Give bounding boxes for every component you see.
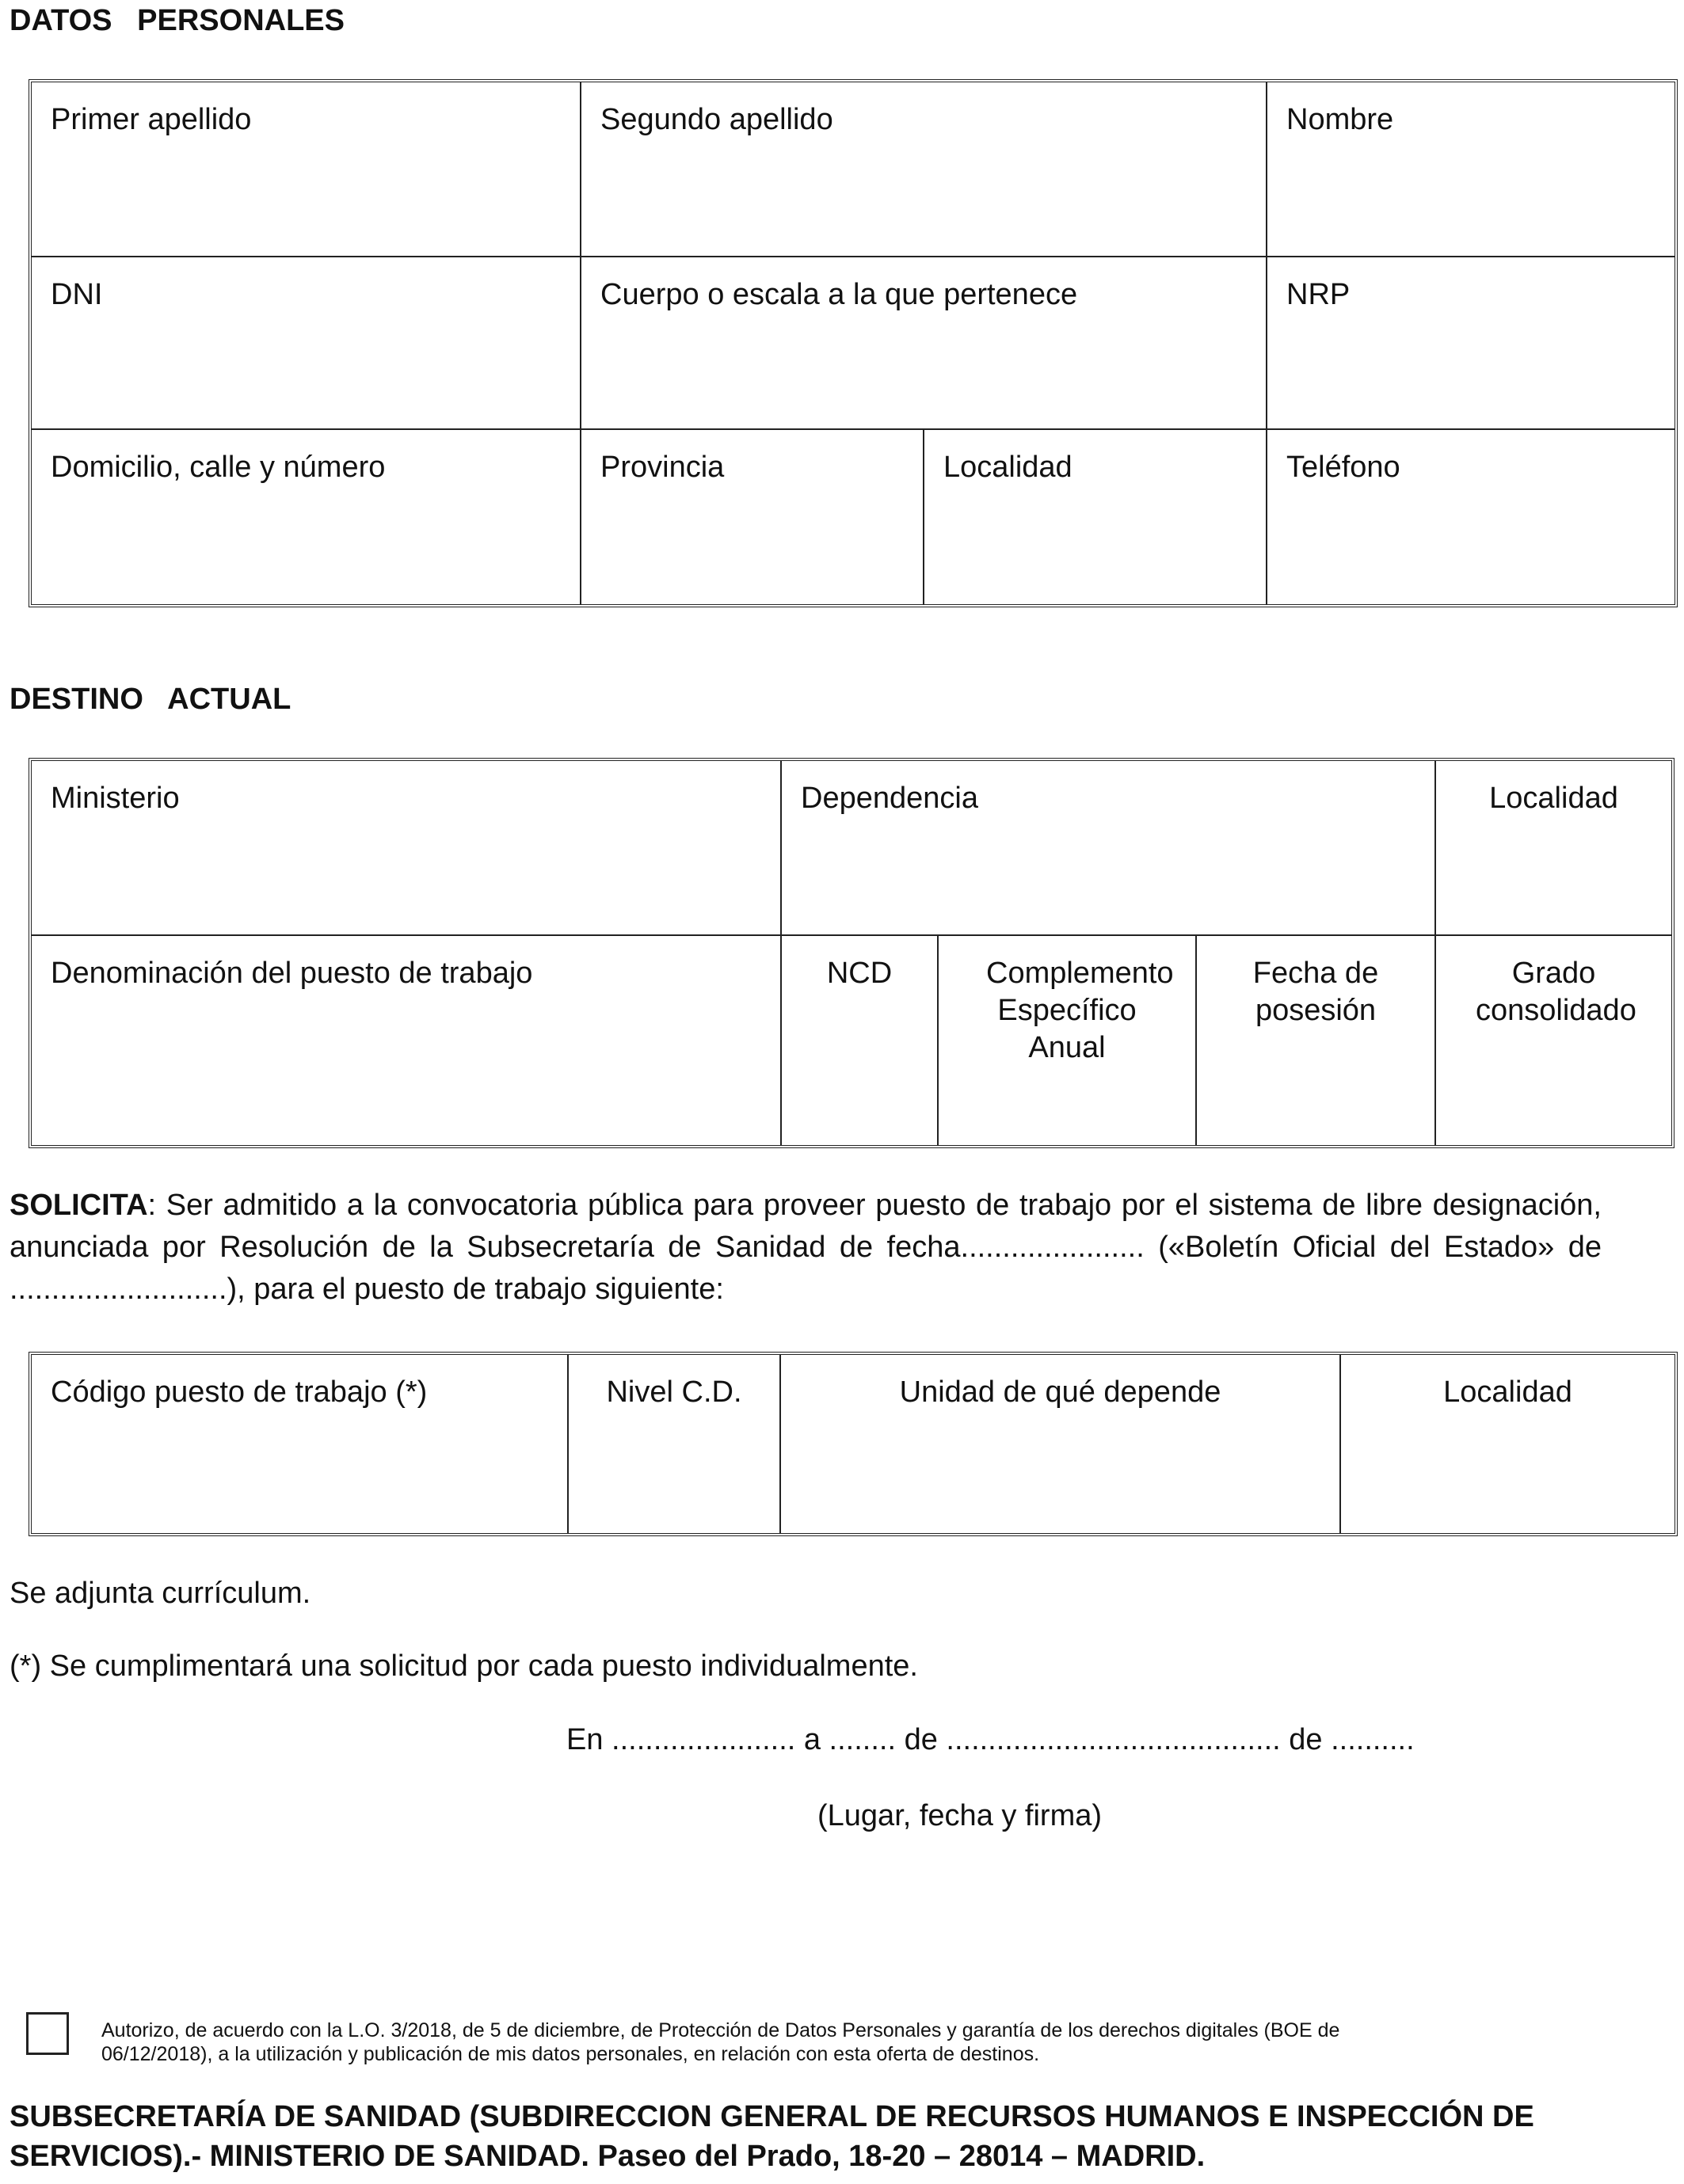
- section-heading-destino-actual: DESTINO ACTUAL: [10, 683, 291, 716]
- field-nivel-cd[interactable]: [569, 1355, 779, 1533]
- field-label: Primer apellido: [51, 103, 252, 136]
- footer-address: SUBSECRETARÍA DE SANIDAD (SUBDIRECCION GENERAL DE RECURSOS HUMANOS E INSPECCIÓN DE SERVICIOS).- MINISTERIO DE SANIDAD. Paseo del Prado, 18-20 – 28014 – MADRID.: [10, 2100, 1534, 2173]
- field-label: Denominación del puesto de trabajo: [51, 957, 533, 990]
- field-label: NCD: [826, 957, 893, 990]
- field-segundo-apellido[interactable]: [581, 82, 1266, 256]
- field-label: Ministerio: [51, 782, 180, 815]
- field-denominacion-puesto[interactable]: [32, 936, 780, 1145]
- asterisk-note: (*) Se cumplimentará una solicitud por cada puesto individualmente.: [10, 1649, 918, 1683]
- field-label: Dependencia: [801, 782, 978, 815]
- field-label: Nivel C.D.: [606, 1375, 742, 1409]
- solicita-text: : Ser admitido a la convocatoria pública para proveer puesto de trabajo por el sistema de libre designación, anunciada por Resolución de la Subsecretaría de Sanidad de fecha...................... («Boletín Oficial del Estado» de ..........................), para el puesto de trabajo siguiente:: [10, 1189, 1602, 1306]
- field-ncd[interactable]: [782, 936, 937, 1145]
- field-label: NRP: [1286, 278, 1351, 311]
- section-heading-datos-personales: DATOS PERSONALES: [10, 4, 345, 37]
- field-primer-apellido[interactable]: [32, 82, 580, 256]
- field-label: Domicilio, calle y número: [51, 451, 386, 484]
- field-label: Cuerpo o escala a la que pertenece: [600, 278, 1078, 311]
- field-label: DNI: [51, 278, 103, 311]
- signature-line[interactable]: En ...................... a ........ de ........................................ de ..........: [566, 1723, 1415, 1756]
- field-localidad-destino[interactable]: [1436, 761, 1671, 934]
- current-post-table: [29, 758, 1674, 1148]
- field-domicilio[interactable]: [32, 430, 580, 604]
- field-label: Unidad de qué depende: [899, 1375, 1221, 1409]
- solicita-paragraph: [10, 1185, 1602, 1311]
- field-label: Provincia: [600, 451, 725, 484]
- field-unidad-depende[interactable]: [781, 1355, 1339, 1533]
- field-grado-consolidado[interactable]: [1436, 936, 1671, 1145]
- field-label: Teléfono: [1286, 451, 1400, 484]
- field-dni[interactable]: [32, 257, 580, 428]
- field-codigo-puesto[interactable]: [32, 1355, 567, 1533]
- signature-caption: (Lugar, fecha y firma): [817, 1799, 1103, 1832]
- field-dependencia[interactable]: [782, 761, 1434, 934]
- field-provincia[interactable]: [581, 430, 923, 604]
- field-nombre[interactable]: [1267, 82, 1674, 256]
- field-ministerio[interactable]: [32, 761, 780, 934]
- field-label: Localidad: [943, 451, 1073, 484]
- field-complemento-especifico[interactable]: [939, 936, 1195, 1145]
- field-label: Grado consolidado: [1476, 957, 1636, 1027]
- field-label: Complemento Específico Anual: [986, 957, 1174, 1064]
- field-localidad[interactable]: [924, 430, 1266, 604]
- personal-data-table: [29, 79, 1678, 607]
- consent-checkbox[interactable]: [26, 2012, 69, 2055]
- field-label: Localidad: [1489, 782, 1618, 815]
- field-localidad-puesto[interactable]: [1341, 1355, 1674, 1533]
- field-fecha-posesion[interactable]: [1197, 936, 1434, 1145]
- field-label: Localidad: [1443, 1375, 1572, 1409]
- field-label: Nombre: [1286, 103, 1394, 136]
- curriculum-note: Se adjunta currículum.: [10, 1577, 311, 1610]
- solicita-label: SOLICITA: [10, 1189, 148, 1222]
- consent-text: Autorizo, de acuerdo con la L.O. 3/2018, de 5 de diciembre, de Protección de Datos Personales y garantía de los derechos digitales (BOE de 06/12/2018), a la utilización y publicación de mis datos personales, en relación con esta oferta de destinos.: [101, 2019, 1340, 2065]
- field-label: Fecha de posesión: [1252, 957, 1379, 1027]
- field-label: Código puesto de trabajo (*): [51, 1375, 428, 1409]
- field-cuerpo-escala[interactable]: [581, 257, 1266, 428]
- field-telefono[interactable]: [1267, 430, 1674, 604]
- field-label: Segundo apellido: [600, 103, 833, 136]
- requested-post-table: [29, 1352, 1678, 1536]
- field-nrp[interactable]: [1267, 257, 1674, 428]
